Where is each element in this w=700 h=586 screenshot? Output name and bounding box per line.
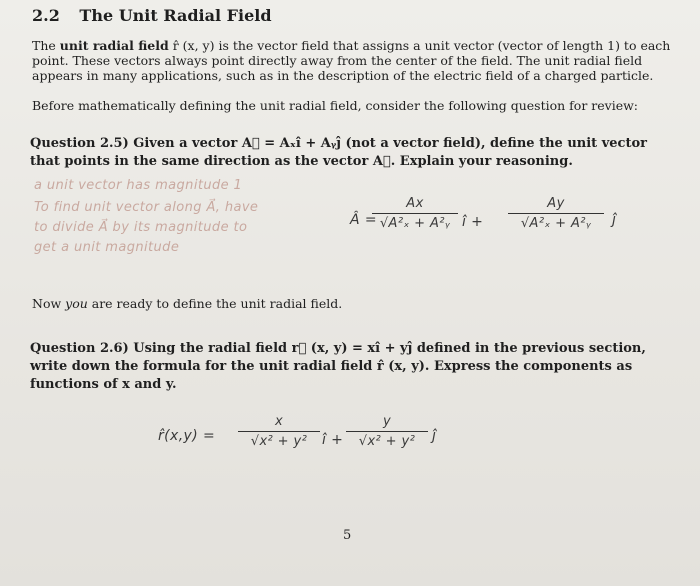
fraction-x-denominator: √x² + y² [250, 434, 308, 449]
review-paragraph: Before mathematically defining the unit radial field, consider the following question for review: [32, 98, 639, 113]
fraction-y-denominator: √x² + y² [358, 434, 416, 449]
transition-sentence [32, 296, 672, 311]
fraction-ay-denominator: √A²ₓ + A²ᵧ [520, 216, 592, 231]
now-suffix: are ready to define the unit radial field. [87, 296, 343, 311]
a-hat-lhs: Â = [350, 212, 377, 228]
intro-paragraph [32, 38, 672, 83]
fraction-ax [372, 196, 458, 231]
intro-lead: The [32, 38, 60, 53]
question-2-6: Question 2.6) Using the radial field r⃗ (x, y) = xî + yĵ defined in the previous section, write down the formula for the unit radial field r̂ (x, y). Express the components as functions of x and y. [30, 341, 646, 392]
fraction-ay-numerator: Ay [508, 196, 604, 214]
hand-line-1: a unit vector has magnitude 1 [34, 178, 243, 193]
fraction-x [238, 414, 320, 449]
page-number: 5 [343, 528, 352, 543]
hand-line-2: To find unit vector along A⃗, have [34, 200, 259, 215]
intro-body: r̂ (x, y) is the vector field that assigns a unit vector (vector of length 1) to each point. These vectors always point directly away from the center of the field. The unit radial field appears in many applications, such as in the description of the electric field of a charged particle. [32, 38, 671, 83]
hand-line-3: to divide A⃗ by its magnitude to [34, 220, 248, 235]
hand-line-4: get a unit magnitude [34, 240, 180, 255]
fraction-x-numerator: x [238, 414, 320, 432]
r-hat-lhs: r̂(x,y) = [158, 428, 216, 444]
i-hat-term-2: î + [322, 432, 344, 448]
j-hat-term: ĵ [612, 212, 617, 228]
section-title: The Unit Radial Field [79, 6, 272, 25]
fraction-y-numerator: y [346, 414, 428, 432]
intro-term: unit radial field [59, 38, 169, 53]
fraction-ax-denominator: √A²ₓ + A²ᵧ [379, 216, 451, 231]
i-hat-term: î + [462, 214, 484, 230]
fraction-ay [508, 196, 604, 231]
fraction-y [346, 414, 428, 449]
now-prefix: Now [32, 296, 66, 311]
j-hat-term-2: ĵ [432, 428, 437, 444]
section-heading [32, 6, 272, 25]
now-you: you [65, 296, 88, 311]
question-2-5: Question 2.5) Given a vector A⃗ = Aₓî + Aᵧĵ (not a vector field), define the unit vector that points in the same direction as the vector A⃗. Explain your reasoning. [30, 136, 647, 169]
section-number: 2.2 [32, 6, 60, 25]
fraction-ax-numerator: Ax [372, 196, 458, 214]
